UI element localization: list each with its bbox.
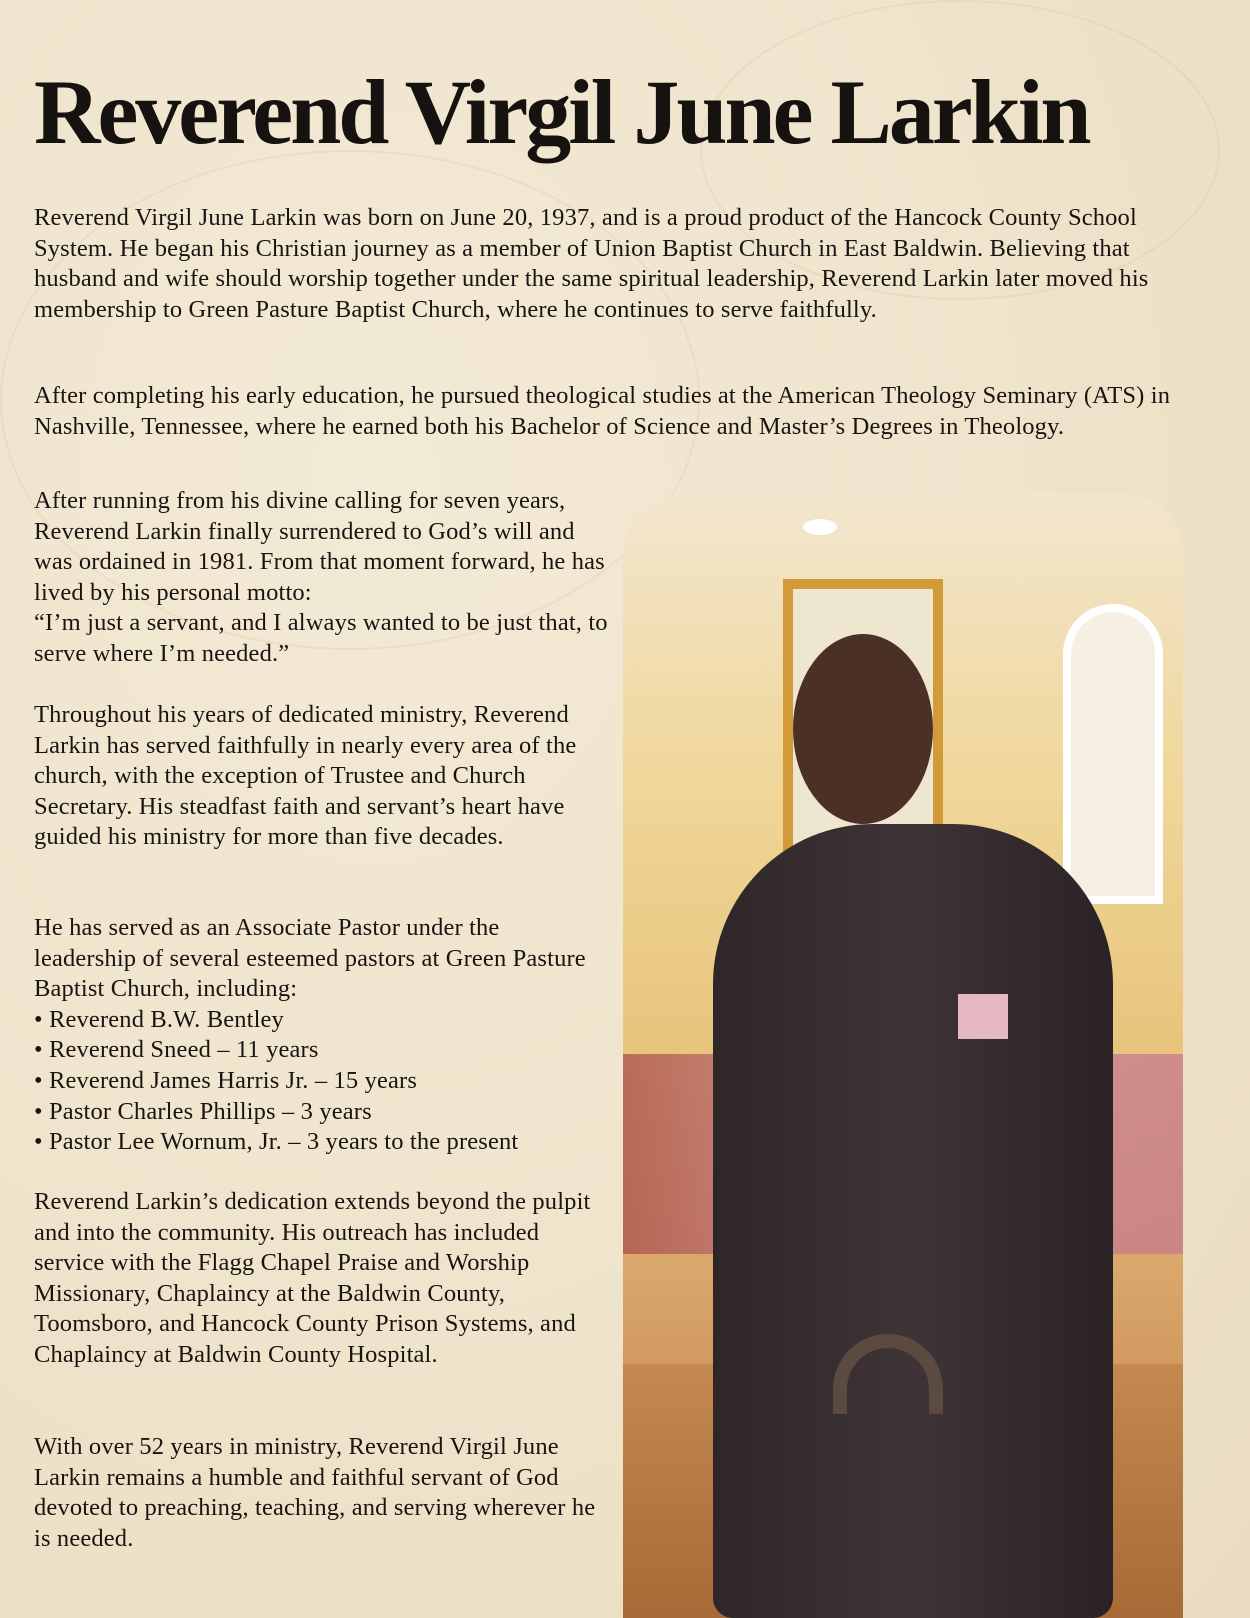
paragraph-birth: Reverend Virgil June Larkin was born on June 20, 1937, and is a proud product of the Hancock County School System. He began his Christian journey as a member of Union Baptist Church in East Baldwin. Believing that husband and wife should worship together under the same spiritual leadership, Reverend Larkin later moved his membership to Green Pasture Baptist Church, where he continues to serve faithfully. bbox=[34, 204, 1149, 323]
paragraph-closing: With over 52 years in ministry, Reverend Virgil June Larkin remains a humble and faithful servant of God devoted to preaching, teaching, and serving wherever he is needed. bbox=[34, 1433, 596, 1552]
list-item: • Pastor Charles Phillips – 3 years bbox=[34, 1097, 604, 1128]
paragraph-education: After completing his early education, he pursued theological studies at the American Theology Seminary (ATS) in Nashville, Tennessee, where he earned both his Bachelor of Science and Master’s Degrees in Theology. bbox=[34, 382, 1171, 440]
figure-head bbox=[793, 634, 933, 824]
list-item: • Reverend B.W. Bentley bbox=[34, 1005, 604, 1036]
pastor-list bbox=[34, 1005, 604, 1158]
pocket-square bbox=[958, 994, 1008, 1039]
page-title: Reverend Virgil June Larkin bbox=[34, 61, 1089, 163]
calling-text: After running from his divine calling for seven years, Reverend Larkin finally surrendered to God’s will and was ordained in 1981. From that moment forward, he has lived by his personal motto: bbox=[34, 487, 605, 606]
paragraph-associate bbox=[34, 913, 604, 1158]
ceiling-light bbox=[803, 519, 837, 535]
doorway bbox=[1063, 604, 1163, 904]
motto-quote: “I’m just a servant, and I always wanted to be just that, to serve where I’m needed.” bbox=[34, 609, 608, 667]
paragraph-ministry: Throughout his years of dedicated ministry, Reverend Larkin has served faithfully in nearly every area of the church, with the exception of Trustee and Church Secretary. His steadfast faith and servant’s heart have guided his ministry for more than five decades. bbox=[34, 701, 577, 851]
paragraph-calling bbox=[34, 486, 614, 670]
associate-text: He has served as an Associate Pastor under the leadership of several esteemed pastors at Green Pasture Baptist Church, including: bbox=[34, 914, 586, 1003]
list-item: • Pastor Lee Wornum, Jr. – 3 years to the present bbox=[34, 1127, 604, 1158]
figure-body bbox=[713, 824, 1113, 1618]
list-item: • Reverend James Harris Jr. – 15 years bbox=[34, 1066, 604, 1097]
list-item: • Reverend Sneed – 11 years bbox=[34, 1035, 604, 1066]
paragraph-community: Reverend Larkin’s dedication extends beyond the pulpit and into the community. His outreach has included service with the Flagg Chapel Praise and Worship Missionary, Chaplaincy at the Baldwin County, Toomsboro, and Hancock County Prison Systems, and Chaplaincy at Baldwin County Hospital. bbox=[34, 1188, 591, 1368]
portrait-photo bbox=[623, 494, 1183, 1618]
